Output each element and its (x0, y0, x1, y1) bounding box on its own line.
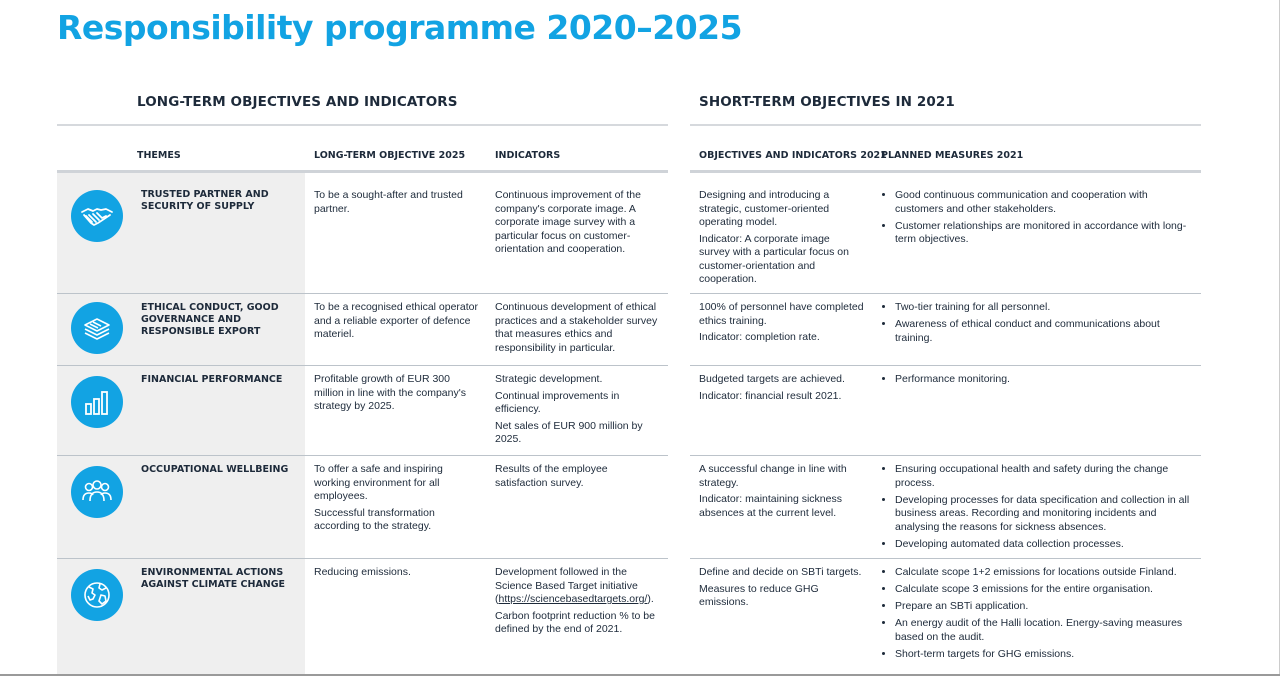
short-indicator-text: Indicator: maintaining sickness absences at the current level. (699, 493, 842, 519)
planned-measures-cell (881, 566, 1199, 665)
table-row-financial-performance (0, 366, 1280, 455)
planned-measures-cell (881, 189, 1199, 250)
objectives-2021-cell (699, 463, 859, 523)
measure-item: • Developing processes for data specification and collection in all business areas. Recording and monitoring incidents and analysing the reasons for sickness absences. (895, 494, 1199, 535)
indicator-text: Development followed in the Science Based Target initiative (https://sciencebasedtargets.org/). (495, 566, 654, 605)
objectives-2021-cell (699, 189, 854, 290)
short-indicator-text: Indicator: completion rate. (699, 331, 820, 343)
planned-measures-cell (881, 463, 1199, 555)
objectives-2021-cell (699, 566, 864, 613)
measure-item: • Performance monitoring. (895, 373, 1199, 387)
theme-label: FINANCIAL PERFORMANCE (141, 374, 283, 385)
short-indicator-text: Indicator: A corporate image survey with a particular focus on customer-orientation and cooperation. (699, 232, 849, 285)
short-objective-text: Budgeted targets are achieved. (699, 373, 845, 385)
planned-measures-cell (881, 373, 1199, 390)
measure-item: • Prepare an SBTi application. (895, 600, 1199, 614)
column-header-themes: THEMES (137, 150, 181, 161)
short-objective-text: Measures to reduce GHG emissions. (699, 582, 819, 608)
measure-item: • Customer relationships are monitored in accordance with long-term objectives. (895, 220, 1199, 247)
short-objective-text: A successful change in line with strategy. (699, 463, 847, 489)
section-divider-right (690, 124, 1201, 126)
indicator-text: Continuous improvement of the company's corporate image. A corporate image survey with a particular focus on customer-orientation and cooperation. (495, 189, 641, 255)
long-term-objective-cell (314, 566, 474, 583)
page-title: Responsibility programme 2020–2025 (57, 8, 743, 47)
measure-item: • Two-tier training for all personnel. (895, 301, 1199, 315)
handshake-icon (71, 190, 123, 242)
indicator-text: Results of the employee satisfaction survey. (495, 463, 608, 489)
documents-icon (71, 302, 123, 354)
measure-item: • Short-term targets for GHG emissions. (895, 648, 1199, 662)
long-term-objective-cell (314, 189, 474, 219)
objective-text: To be a recognised ethical operator and a reliable exporter of defence materiel. (314, 301, 479, 340)
indicator-text: Continuous development of ethical practices and a stakeholder survey that measures ethics and responsibility in particular. (495, 301, 658, 354)
objective-text: To be a sought-after and trusted partner. (314, 189, 463, 215)
objectives-2021-cell (699, 373, 864, 406)
table-row-environmental-actions (0, 559, 1280, 674)
column-header-planned-measures: PLANNED MEASURES 2021 (881, 150, 1024, 161)
objective-text: Profitable growth of EUR 300 million in line with the company's strategy by 2025. (314, 373, 466, 412)
objective-text: Reducing emissions. (314, 566, 411, 578)
long-term-objective-cell (314, 373, 474, 417)
measure-item: • Good continuous communication and cooperation with customers and other stakeholders. (895, 189, 1199, 216)
measure-item: • Calculate scope 1+2 emissions for locations outside Finland. (895, 566, 1199, 580)
objectives-2021-cell (699, 301, 864, 348)
objective-text: Successful transformation according to the strategy. (314, 506, 435, 532)
indicators-cell (495, 189, 655, 260)
measure-item: • Developing automated data collection processes. (895, 538, 1199, 552)
sbti-link[interactable]: https://sciencebasedtargets.org/ (498, 593, 648, 605)
measure-item: • Ensuring occupational health and safety during the change process. (895, 463, 1199, 490)
column-header-objectives-2021: OBJECTIVES AND INDICATORS 2021 (699, 150, 887, 161)
short-objective-text: Designing and introducing a strategic, customer-oriented operating model. (699, 189, 830, 228)
short-objective-text: 100% of personnel have completed ethics training. (699, 301, 864, 327)
bar-chart-icon (71, 376, 123, 428)
planned-measures-cell (881, 301, 1199, 349)
theme-label: OCCUPATIONAL WELLBEING (141, 464, 289, 475)
section-heading-short-term: SHORT-TERM OBJECTIVES IN 2021 (699, 94, 955, 110)
indicator-text: Continual improvements in efficiency. (495, 389, 620, 415)
theme-label: ETHICAL CONDUCT, GOOD GOVERNANCE AND RESPONSIBLE EXPORT (141, 302, 279, 337)
table-row-ethical-conduct (0, 294, 1280, 365)
indicator-text: Carbon footprint reduction % to be defined by the end of 2021. (495, 609, 655, 635)
theme-label: ENVIRONMENTAL ACTIONS AGAINST CLIMATE CHANGE (141, 567, 286, 590)
indicator-text: Strategic development. (495, 373, 603, 385)
long-term-objective-cell (314, 463, 474, 537)
indicator-text: Net sales of EUR 900 million by 2025. (495, 419, 643, 445)
measure-item: • Calculate scope 3 emissions for the entire organisation. (895, 583, 1199, 597)
indicators-cell (495, 301, 665, 358)
section-divider-left (57, 124, 668, 126)
section-heading-long-term: LONG-TERM OBJECTIVES AND INDICATORS (137, 94, 458, 110)
measure-item: • An energy audit of the Halli location. Energy-saving measures based on the audit. (895, 617, 1199, 644)
column-header-indicators: INDICATORS (495, 150, 561, 161)
column-header-long-term-objective: LONG-TERM OBJECTIVE 2025 (314, 150, 466, 161)
indicators-cell (495, 373, 655, 450)
indicators-cell (495, 566, 657, 640)
table-row-occupational-wellbeing (0, 456, 1280, 558)
table-row-trusted-partner (0, 173, 1280, 293)
people-icon (71, 466, 123, 518)
long-term-objective-cell (314, 301, 484, 345)
indicators-cell (495, 463, 655, 493)
short-indicator-text: Indicator: financial result 2021. (699, 389, 842, 402)
objective-text: To offer a safe and inspiring working environment for all employees. (314, 463, 443, 502)
theme-label: TRUSTED PARTNER AND SECURITY OF SUPPLY (141, 189, 269, 212)
globe-icon (71, 569, 123, 621)
measure-item: • Awareness of ethical conduct and communications about training. (895, 318, 1199, 345)
short-objective-text: Define and decide on SBTi targets. (699, 566, 862, 578)
